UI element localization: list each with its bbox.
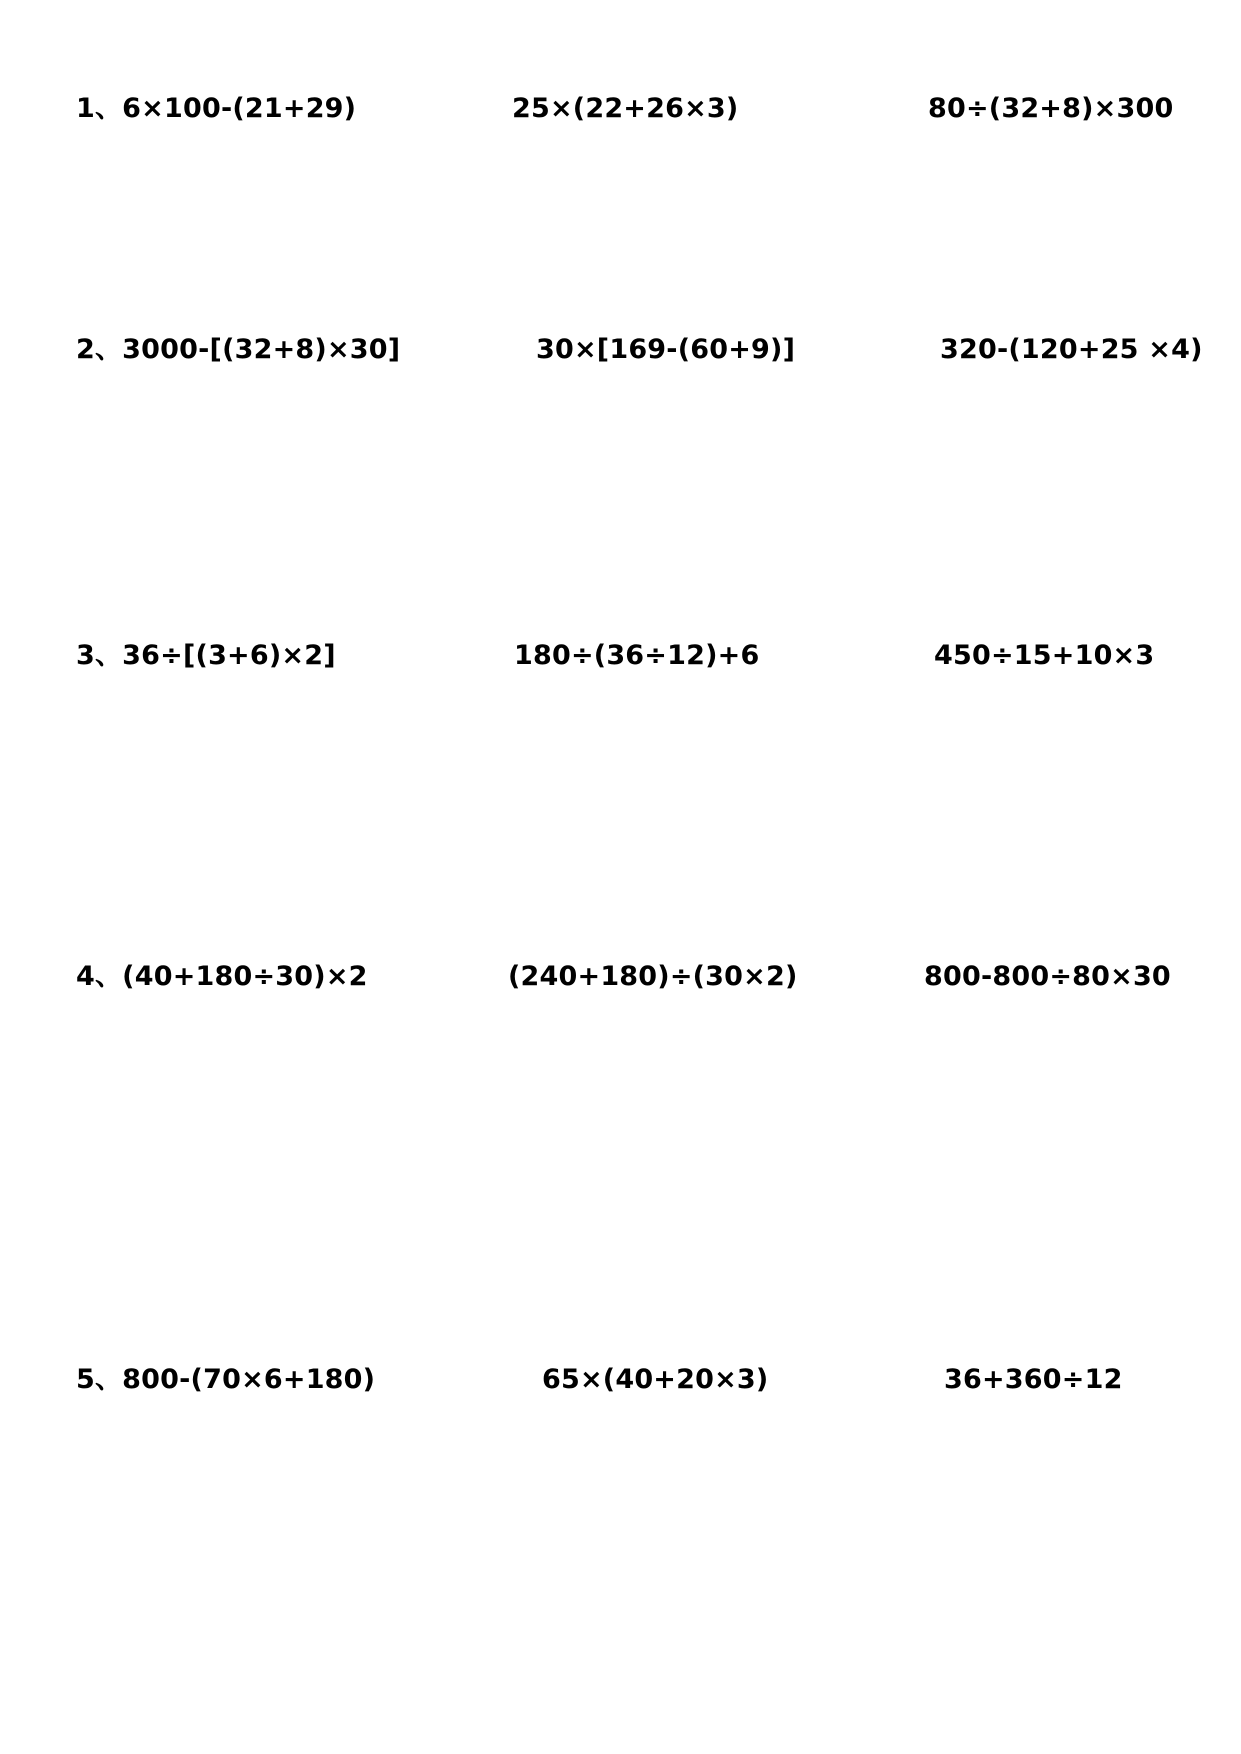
problem-3-c: 450÷15+10×3 bbox=[934, 640, 1155, 671]
problem-1-a: 1、6×100-(21+29) bbox=[76, 93, 357, 124]
problem-5-b: 65×(40+20×3) bbox=[542, 1364, 769, 1395]
problem-1-c: 80÷(32+8)×300 bbox=[928, 93, 1174, 124]
problem-3-b: 180÷(36÷12)+6 bbox=[514, 640, 760, 671]
problem-5-a: 5、800-(70×6+180) bbox=[76, 1364, 376, 1395]
problem-1-b: 25×(22+26×3) bbox=[512, 93, 739, 124]
problem-4-c: 800-800÷80×30 bbox=[924, 961, 1171, 992]
problem-3-a: 3、36÷[(3+6)×2] bbox=[76, 640, 336, 671]
problem-5-c: 36+360÷12 bbox=[944, 1364, 1123, 1395]
problem-4-b: (240+180)÷(30×2) bbox=[508, 961, 798, 992]
problem-4-a: 4、(40+180÷30)×2 bbox=[76, 961, 368, 992]
problem-2-a: 2、3000-[(32+8)×30] bbox=[76, 334, 401, 365]
problem-2-c: 320-(120+25 ×4) bbox=[940, 334, 1203, 365]
problem-2-b: 30×[169-(60+9)] bbox=[536, 334, 796, 365]
